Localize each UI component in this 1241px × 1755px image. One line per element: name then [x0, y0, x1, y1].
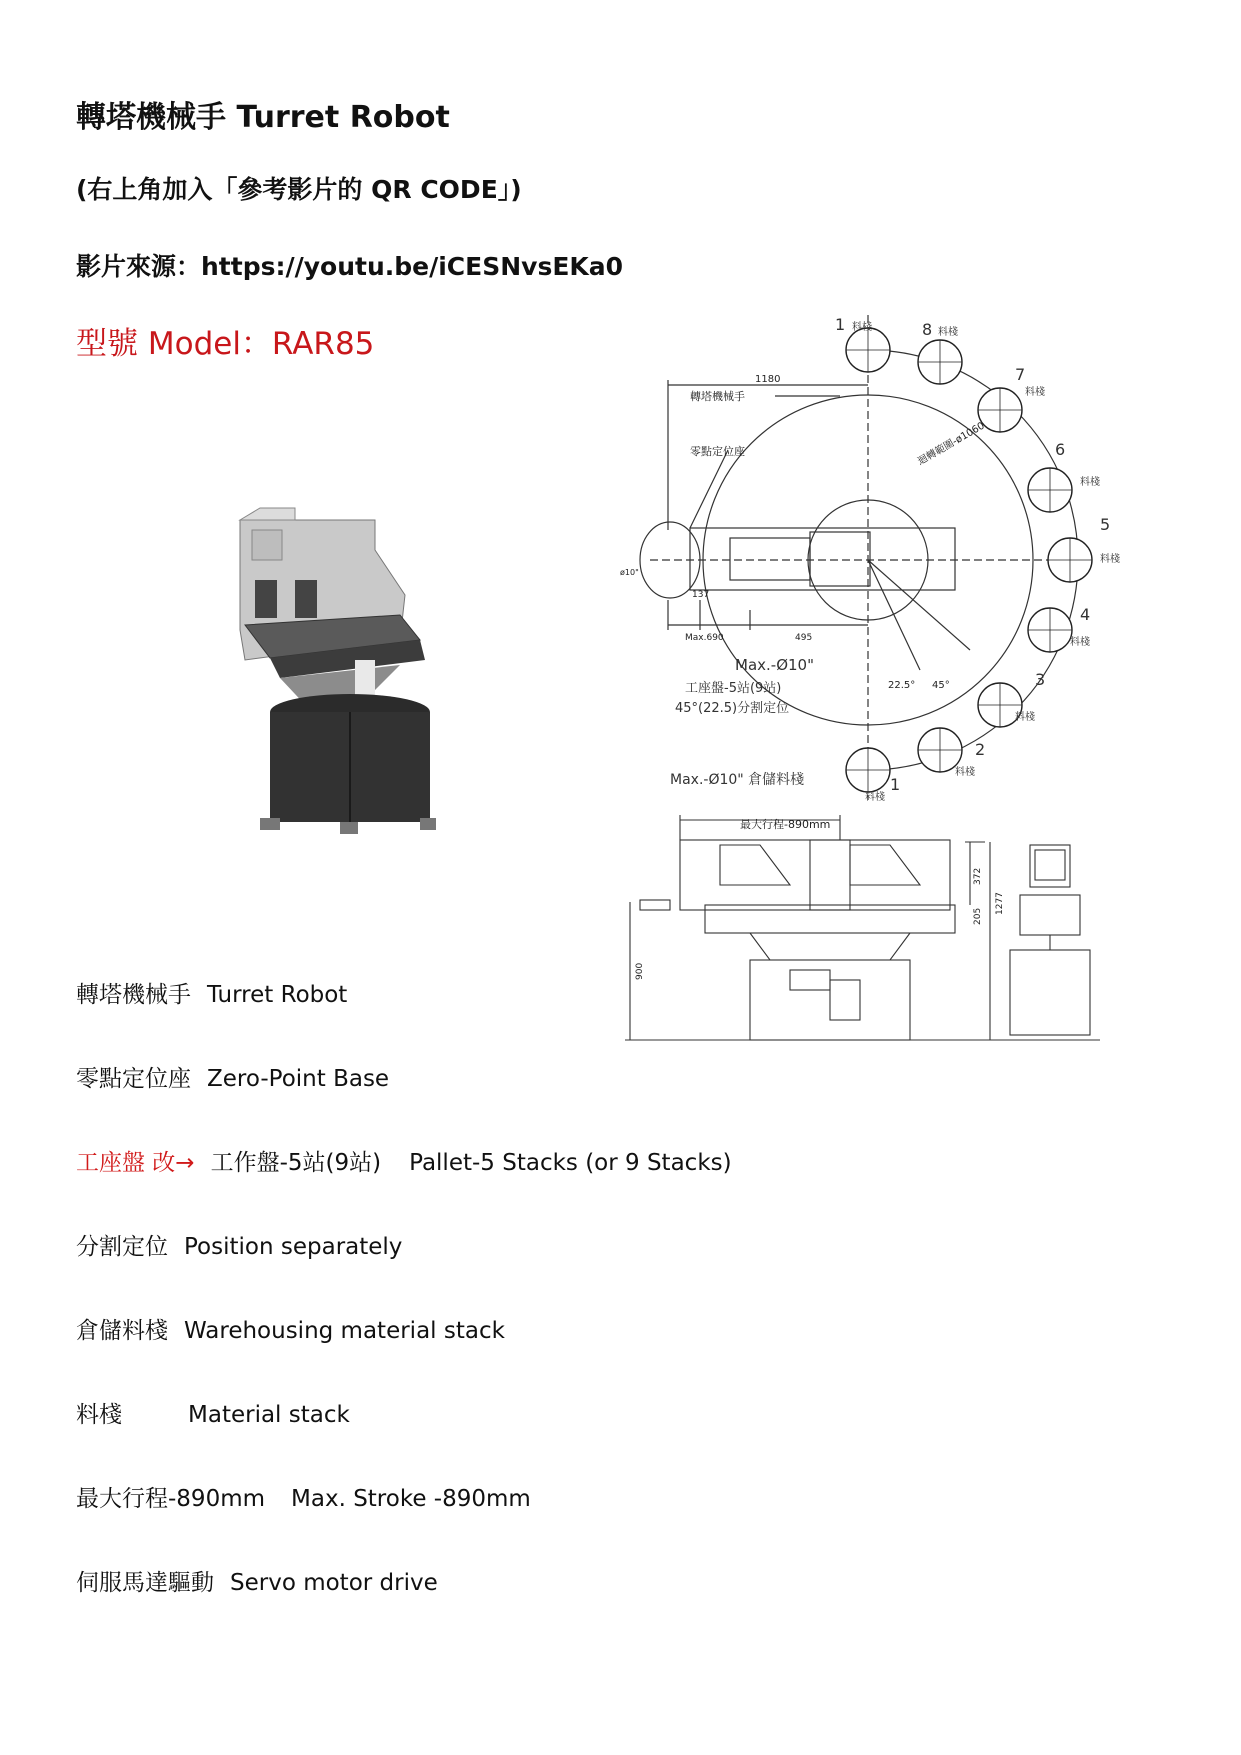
legend-en: Position separately [184, 1234, 403, 1260]
legend-zh: 分割定位 [76, 1234, 168, 1260]
label-max-phi10: Max.-Ø10" [735, 656, 814, 674]
station-label: 5 [1100, 515, 1111, 534]
legend-en: Warehousing material stack [184, 1318, 505, 1344]
legend-en: Pallet-5 Stacks (or 9 Stacks) [409, 1150, 732, 1176]
legend-en: Max. Stroke -890mm [291, 1486, 531, 1512]
legend-zh: 零點定位座 [76, 1066, 191, 1092]
legend-item [76, 1060, 389, 1093]
legend-en: Turret Robot [207, 982, 348, 1008]
station-label: 料棧 [1080, 477, 1100, 488]
legend-item [76, 1312, 505, 1345]
robot-render-image [200, 500, 440, 840]
dim-205: 205 [973, 907, 983, 925]
label-max-stroke: 最大行程-890mm [740, 818, 831, 831]
legend-item [76, 1564, 438, 1597]
legend-en: Zero-Point Base [207, 1066, 390, 1092]
label-turret: 轉塔機械手 [690, 390, 745, 403]
station-label: 料棧 [955, 767, 975, 778]
station-label: 料棧 [1100, 554, 1120, 565]
legend-zh: 工作盤-5站(9站) [210, 1150, 382, 1176]
dim-1277: 1277 [995, 892, 1005, 915]
legend-zh: 伺服馬達驅動 [76, 1570, 214, 1596]
station-label: 料棧 [1015, 712, 1035, 723]
station-label: 7 [1015, 365, 1026, 384]
label-pallet: 工座盤-5站(9站) [685, 681, 782, 696]
dim-1180: 1180 [755, 374, 781, 385]
video-source: 影片來源：https://youtu.be/iCESNvsEKa0 [76, 252, 624, 281]
station-label: 8 [922, 320, 933, 339]
label-zero-point: 零點定位座 [690, 445, 745, 458]
legend-zh: 料棧 [76, 1402, 122, 1428]
dim-372: 372 [973, 867, 983, 885]
station-label: 料棧 [1025, 387, 1045, 398]
station-label: 料棧 [1070, 637, 1090, 648]
angle-45: 45° [932, 680, 950, 691]
legend-zh: 轉塔機械手 [76, 982, 191, 1008]
station-label: 3 [1035, 670, 1046, 689]
legend-item [76, 1228, 402, 1261]
station-label: 料棧 [852, 322, 872, 333]
station-label: 料棧 [865, 792, 885, 803]
station-label: 料棧 [938, 327, 958, 338]
legend-en: Servo motor drive [230, 1570, 438, 1596]
legend-item [76, 1480, 531, 1513]
legend-item [76, 1396, 350, 1429]
legend-item [76, 976, 347, 1009]
legend-zh: 倉儲料棧 [76, 1318, 168, 1344]
label-split-position: 45°(22.5)分割定位 [675, 701, 790, 716]
label-rotation-range: 迴轉範圍-ø1060 [916, 420, 987, 468]
technical-drawing [610, 300, 1130, 1070]
dim-900: 900 [635, 962, 645, 980]
legend-zh: 最大行程-890mm [76, 1486, 266, 1512]
legend-en: Material stack [188, 1402, 350, 1428]
dim-137: 137 [692, 590, 710, 600]
model-number: 型號 Model：RAR85 [76, 326, 375, 362]
page-title: 轉塔機械手 Turret Robot [76, 100, 450, 135]
dim-phi10: ø10" [620, 568, 639, 577]
angle-22-5: 22.5° [888, 680, 916, 691]
legend-item [76, 1144, 732, 1177]
station-label: 6 [1055, 440, 1066, 459]
dim-max690: Max.690 [685, 633, 724, 643]
legend-correction: 工座盤 改→ [76, 1150, 195, 1176]
qr-note: (右上角加入「參考影片的 QR CODE」) [76, 175, 522, 204]
station-label: 1 [890, 775, 901, 794]
station-label: 2 [975, 740, 986, 759]
station-label: 1 [835, 315, 846, 334]
station-label: 4 [1080, 605, 1091, 624]
label-warehouse: Max.-Ø10" 倉儲料棧 [670, 772, 805, 788]
dim-495: 495 [795, 633, 813, 643]
